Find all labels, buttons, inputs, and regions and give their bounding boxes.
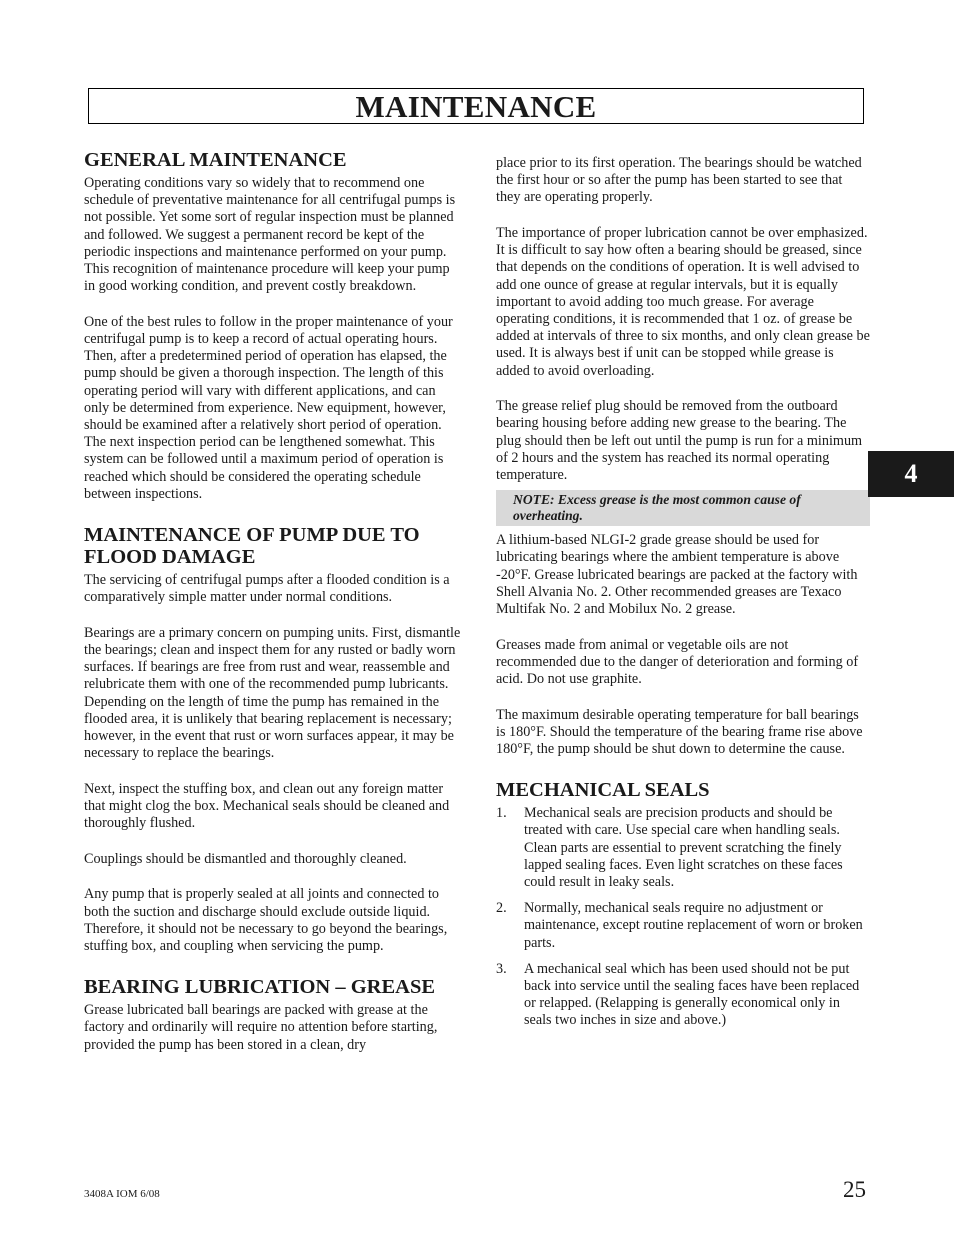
- paragraph: The importance of proper lubrication cannot be over emphasized. It is difficult to say how often a bearing should be greased, since that depends on the conditions of operation. It is well advised to add one ounce of grease at regular intervals, but it is equally important to avoid adding too much grease. For average operating conditions, it is recommended that 1 oz. of grease be added at intervals of three to six months, and only clean grease be used. It is always best if unit can be stopped while grease is added to avoid overloading.: [496, 225, 870, 379]
- paragraph: Any pump that is properly sealed at all joints and connected to both the suction and discharge should exclude outside liquid. Therefore, it should not be necessary to go beyond the bearings, stuffing box, and coupling when servicing the pump.: [84, 886, 448, 955]
- paragraph: Bearings are a primary concern on pumping units. First, dismantle the bearings; clean and inspect them for any rusted or badly worn surfaces. If bearings are free from rust and wear, reassemble and relubricate them with one of the recommended pump lubricants. Depending on the length of time the pump has remained in the flooded area, it is unlikely that bearing replacement is necessary; however, in the event that rust or worn surfaces appear, it may be necessary to replace the bearings.: [84, 624, 461, 762]
- paragraph: Next, inspect the stuffing box, and clean out any foreign matter that might clog the box. Mechanical seals should be cleaned and thoroughly flushed.: [84, 780, 450, 832]
- list-item-number: 2.: [496, 900, 507, 917]
- list-item: [496, 900, 870, 952]
- page-title-box: [88, 88, 864, 124]
- list-item-text: Normally, mechanical seals require no adjustment or maintenance, except routine replacement of worn or broken parts.: [524, 900, 863, 951]
- paragraph: Grease lubricated ball bearings are packed with grease at the factory and ordinarily will require no attention before starting, provided the pump has been stored in a clean, dry: [84, 1002, 438, 1053]
- paragraph: Greases made from animal or vegetable oils are not recommended due to the danger of deterioration and forming of acid. Do not use graphite.: [496, 636, 859, 688]
- note-box: [496, 490, 870, 526]
- section-heading-mechanical-seals: MECHANICAL SEALS: [496, 779, 710, 802]
- chapter-tab: [868, 451, 954, 497]
- list-item: [496, 805, 870, 891]
- paragraph: The servicing of centrifugal pumps after a flooded condition is a comparatively simple matter under normal conditions.: [84, 572, 450, 606]
- list-item-text: Mechanical seals are precision products and should be treated with care. Use special care when handling seals. Clean parts are essential to prevent scratching the finely lapped sealing faces. Even light scratches on these faces could result in leaky seals.: [524, 805, 843, 891]
- section-heading-general-maintenance: GENERAL MAINTENANCE: [84, 149, 347, 171]
- list-item: [496, 961, 870, 1030]
- paragraph: The maximum desirable operating temperature for ball bearings is 180°F. Should the temperature of the bearing frame rise above 180°F, the pump should be shut down to determine the cause.: [496, 706, 863, 758]
- paragraph: The grease relief plug should be removed from the outboard bearing housing before adding new grease to the bearing. The plug should then be left out until the pump is run for a minimum of 2 hours and the system has reached its normal operating temperature.: [496, 398, 863, 484]
- page-title: MAINTENANCE: [355, 88, 597, 124]
- page-number: 25: [843, 1177, 866, 1202]
- section-heading-bearing-lubrication: BEARING LUBRICATION – GREASE: [84, 976, 436, 999]
- left-column: [84, 149, 462, 1054]
- paragraph: place prior to its first operation. The bearings should be watched the first hour or so after the pump has been started to see that they are operating properly.: [496, 155, 862, 206]
- right-column: [496, 155, 870, 1039]
- paragraph: A lithium-based NLGI-2 grade grease should be used for lubricating bearings where the ambient temperature is above -20°F. Grease lubricated bearings are packed at the factory with Shell Alvania No. 2. Other recommended greases are Texaco Multifak No. 2 and Mobilux No. 2 grease.: [496, 532, 858, 618]
- list-item-number: 3.: [496, 960, 507, 977]
- seals-list: [496, 805, 870, 1029]
- note-text: NOTE: Excess grease is the most common cause of overheating.: [513, 492, 801, 523]
- paragraph: One of the best rules to follow in the proper maintenance of your centrifugal pump is to keep a record of actual operating hours. Then, after a predetermined period of operation has elapsed, the pump should be given a thorough inspection. The length of this operating period will vary with different applications, and can only be determined from experience. New equipment, however, should be examined after a relatively short period of operation. The next inspection period can be lengthened somewhat. This system can be followed until a maximum period of operation is reached which should be considered the operating schedule between inspections.: [84, 313, 453, 502]
- paragraph: Couplings should be dismantled and thoroughly cleaned.: [84, 850, 407, 867]
- list-item-number: 1.: [496, 805, 507, 822]
- chapter-tab-label: 4: [904, 459, 918, 488]
- section-heading-flood-damage: MAINTENANCE OF PUMP DUE TO FLOOD DAMAGE: [84, 524, 420, 569]
- paragraph: Operating conditions vary so widely that to recommend one schedule of preventative maintenance for all centrifugal pumps is not possible. Yet some sort of regular inspection must be planned and followed. We suggest a permanent record be kept of the periodic inspections and maintenance performed on your pump. This recognition of maintenance procedure will keep your pump in good working condition, and prevent costly breakdown.: [84, 175, 456, 295]
- footer-doc-id: 3408A IOM 6/08: [84, 1188, 160, 1200]
- list-item-text: A mechanical seal which has been used should not be put back into service until the sealing faces have been replaced or relapped. (Relapping is generally economical only in seals two inches in size and above.): [524, 960, 860, 1029]
